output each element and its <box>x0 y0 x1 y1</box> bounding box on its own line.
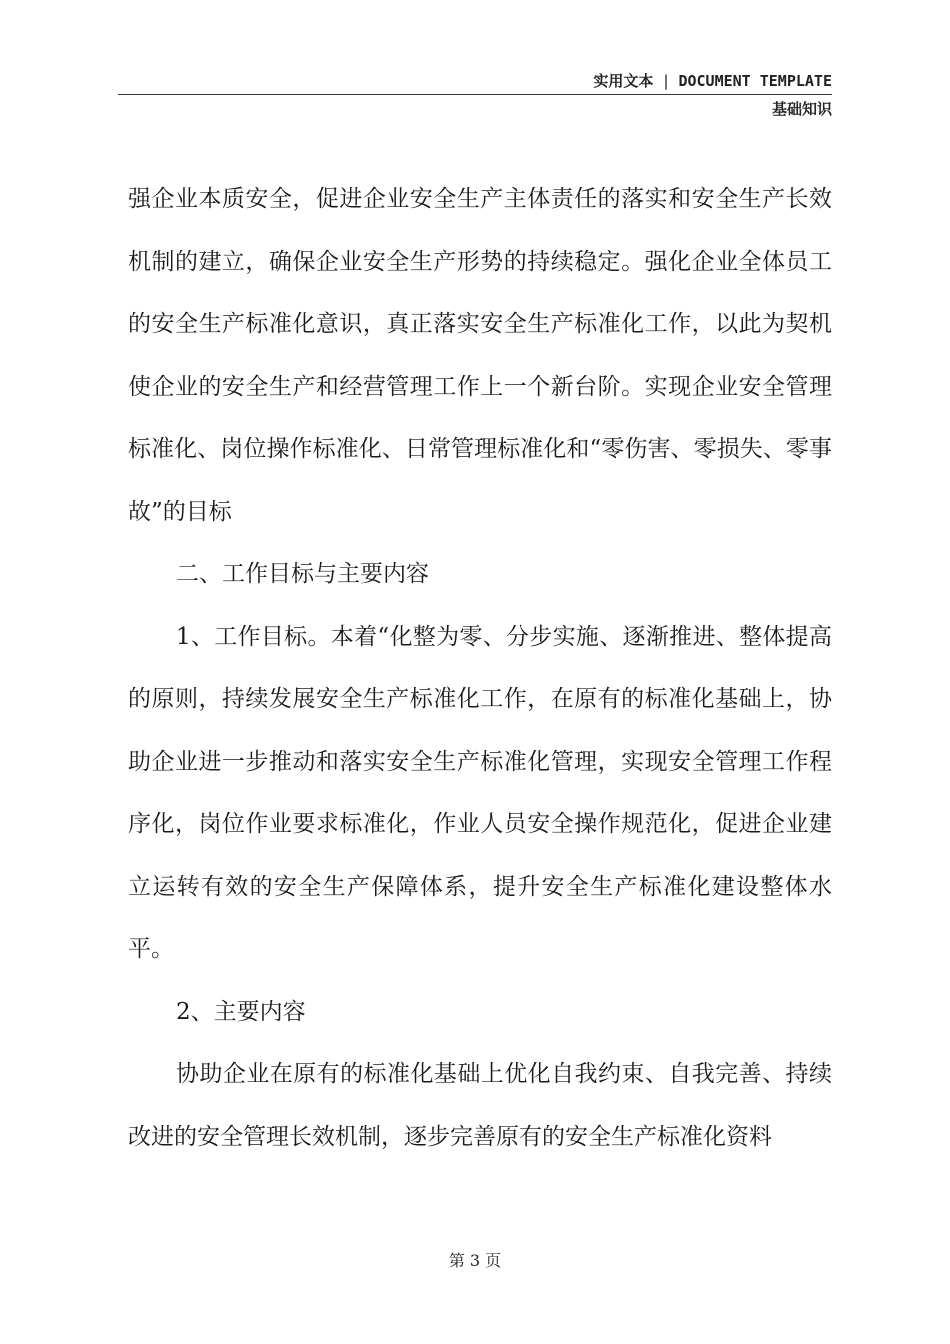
section-heading: 二、工作目标与主要内容 <box>176 561 429 587</box>
header-subtitle: 基础知识 <box>771 100 832 118</box>
header-left-text: 实用文本 <box>593 72 654 90</box>
page-number: 第 3 页 <box>448 1251 502 1270</box>
header-right-text: DOCUMENT TEMPLATE <box>678 72 832 90</box>
header-divider <box>118 94 832 95</box>
header-separator: | <box>661 72 671 90</box>
document-header <box>593 70 832 91</box>
body-paragraph: 协助企业在原有的标准化基础上优化自我约束、自我完善、持续改进的安全管理长效机制，逐步完善原有的安全生产标准化资料 <box>128 1061 832 1150</box>
body-paragraph: 强企业本质安全，促进企业安全生产主体责任的落实和安全生产长效机制的建立，确保企业安全生产形势的持续稳定。强化企业全体员工的安全生产标准化意识，真正落实安全生产标准化工作，以此为契机使企业的安全生产和经营管理工作上一个新台阶。实现企业安全管理标准化、岗位操作标准化、日常管理标准化和“零伤害、零损失、零事故”的目标 <box>128 186 832 525</box>
subsection-heading: 2、主要内容 <box>176 998 306 1025</box>
body-paragraph: 1、工作目标。本着“化整为零、分步实施、逐渐推进、整体提高的原则，持续发展安全生产标准化工作，在原有的标准化基础上，协助企业进一步推动和落实安全生产标准化管理，实现安全管理工作程序化，岗位作业要求标准化，作业人员安全操作规范化，促进企业建立运转有效的安全生产保障体系，提升安全生产标准化建设整体水平。 <box>128 623 832 962</box>
document-body <box>128 168 832 1168</box>
